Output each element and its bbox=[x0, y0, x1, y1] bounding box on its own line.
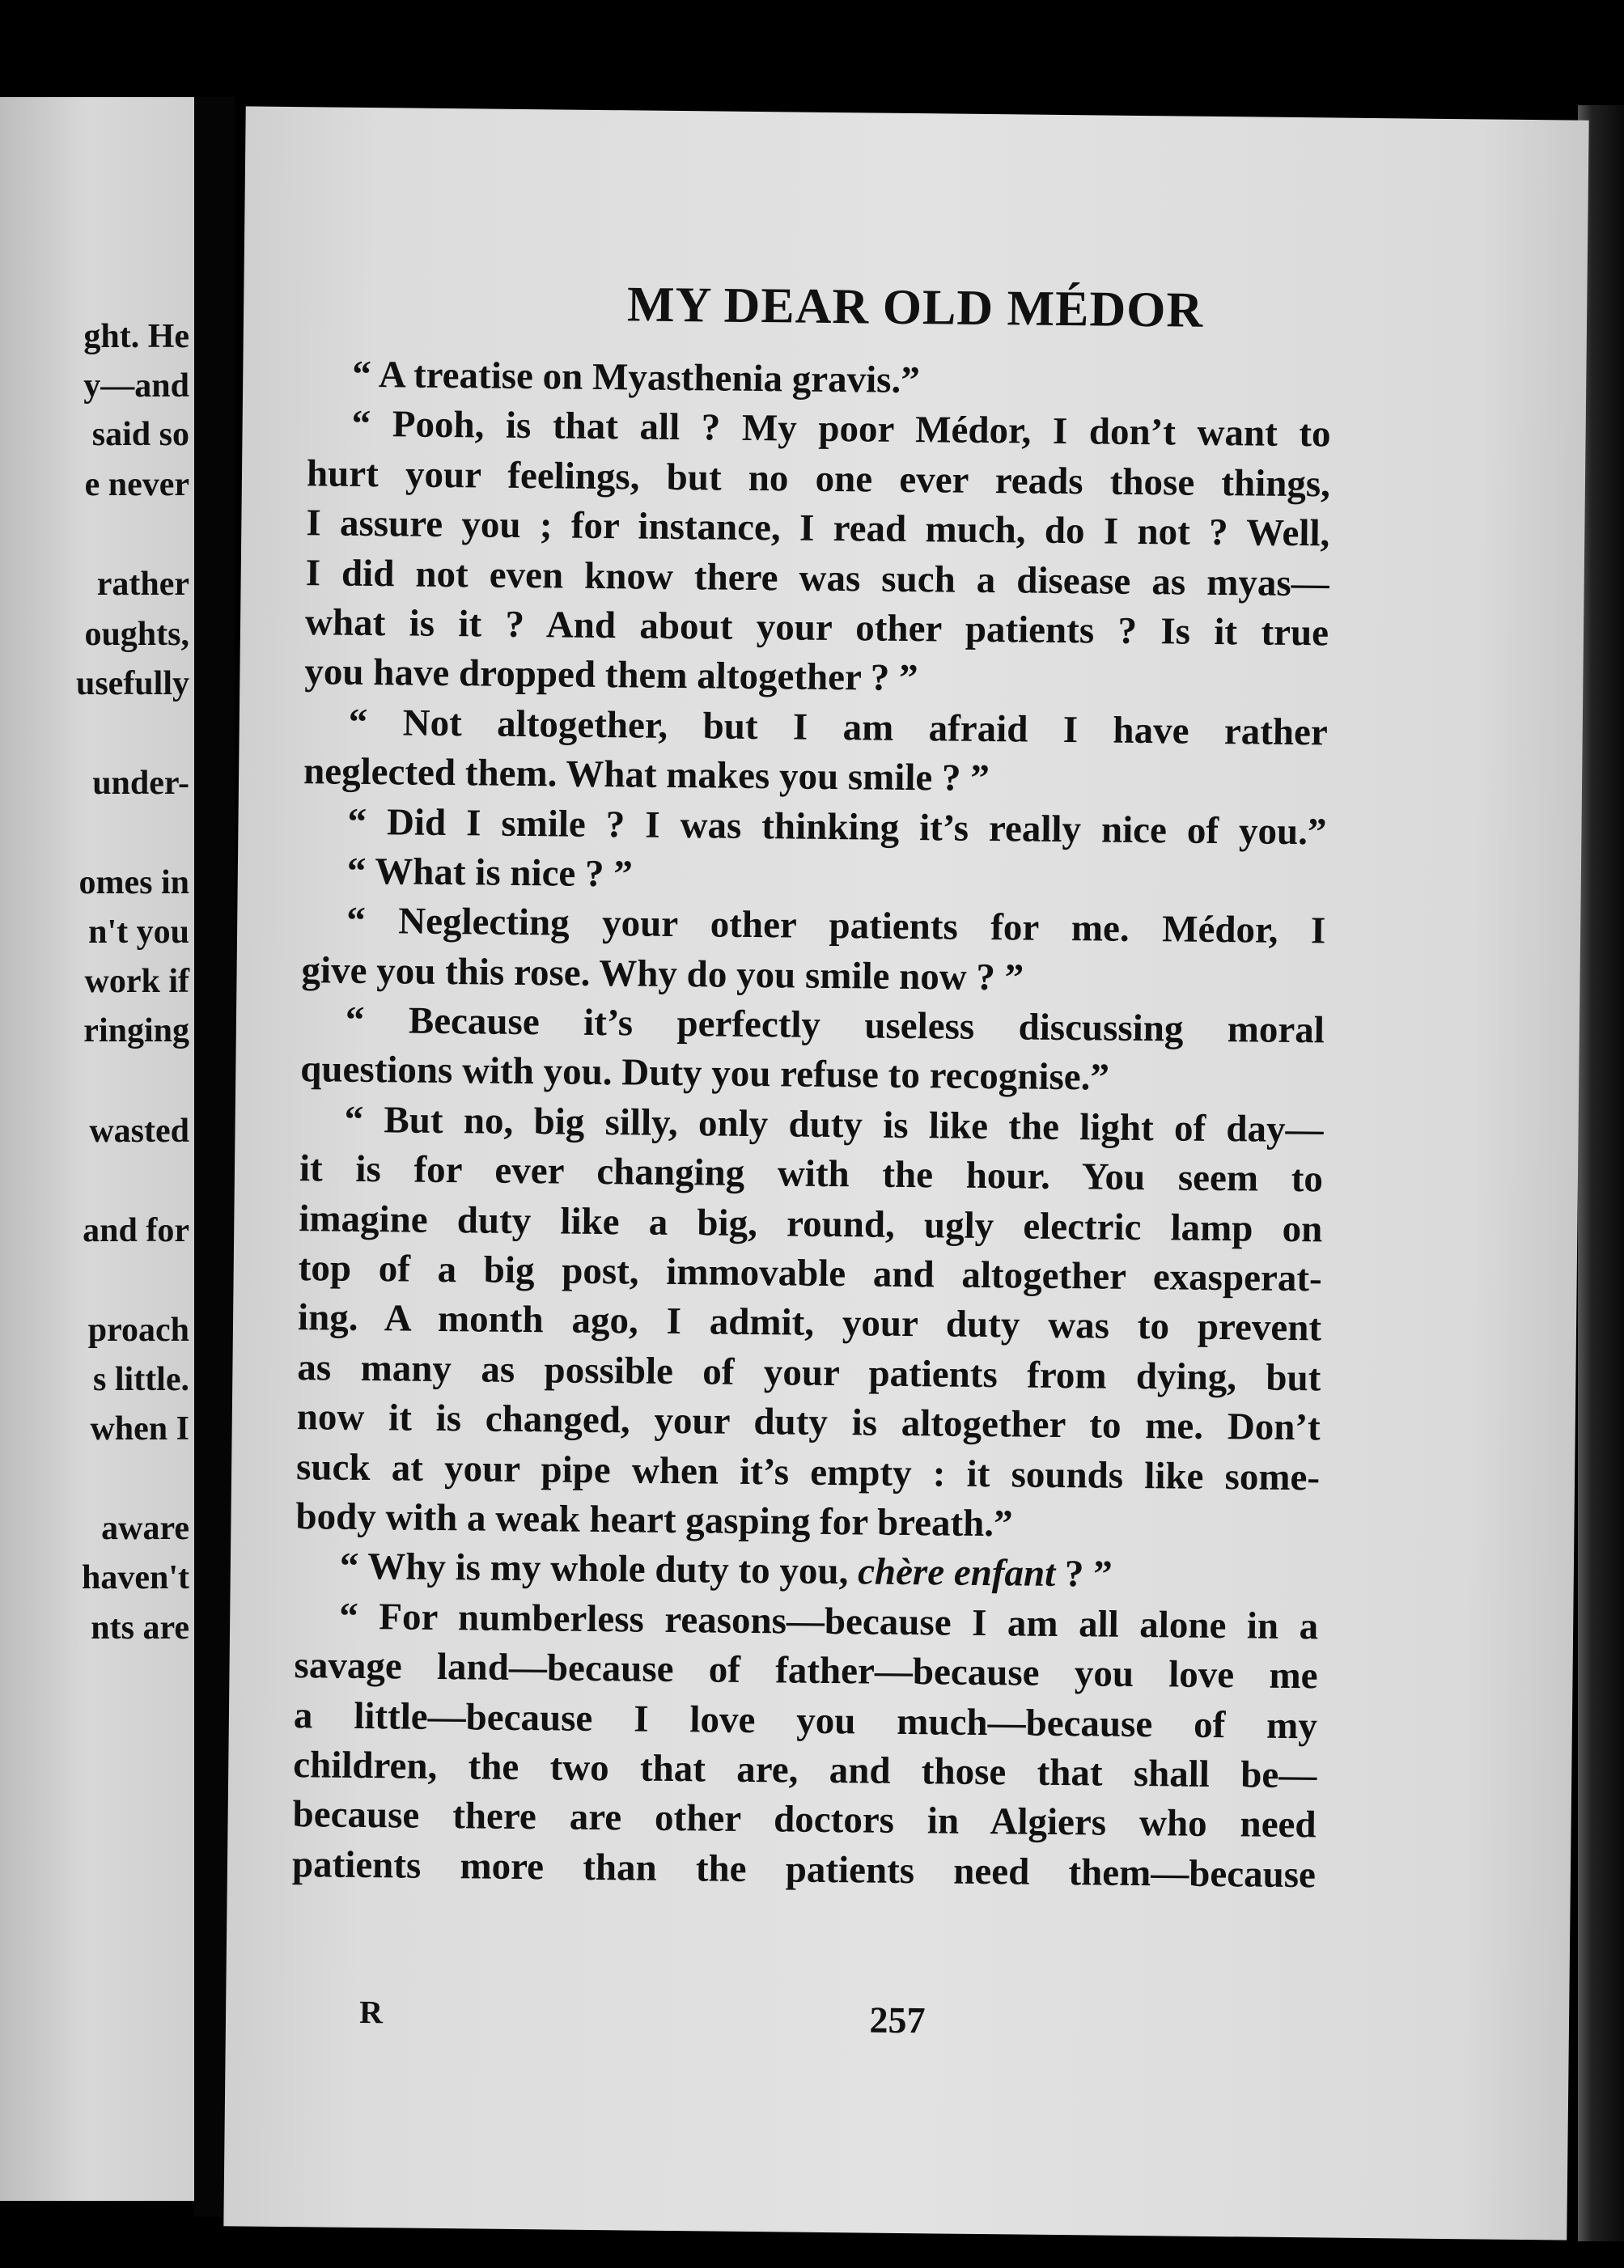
text-line: I assure you ; for instance, I read much, do I not ? Well, bbox=[306, 502, 1330, 555]
text-line: because there are other doctors in Algiers who need bbox=[292, 1793, 1317, 1846]
text-line: “ Did I smile ? I was thinking it’s really nice of you.” bbox=[347, 800, 1327, 853]
page-number: 257 bbox=[869, 1999, 926, 2041]
text-line: “ For numberless reasons—because I am all alone in a bbox=[338, 1595, 1319, 1648]
italic-phrase: chère enfant bbox=[857, 1550, 1056, 1596]
left-page-fragment: ght. He bbox=[83, 318, 189, 355]
text-line: “ But no, big silly, only duty is like the light of day— bbox=[344, 1098, 1324, 1151]
right-page bbox=[223, 106, 1588, 2240]
left-page-fragment: omes in bbox=[78, 864, 189, 901]
left-page-fragment: nts are bbox=[91, 1609, 189, 1647]
text-line: savage land—because of father—because you love me bbox=[294, 1644, 1318, 1698]
text-line: top of a big post, immovable and altogether exasperat- bbox=[298, 1247, 1322, 1300]
text-line: a little—because I love you much—because of my bbox=[293, 1694, 1318, 1747]
text-line: “ Pooh, is that all ? My poor Médor, I don’t want to bbox=[351, 403, 1331, 456]
text-line: I did not even know there was such a disease as myas— bbox=[305, 551, 1329, 604]
text-line: children, the two that are, and those that shall be— bbox=[293, 1744, 1317, 1797]
text-line-segment: “ Why is my whole duty to you, bbox=[339, 1545, 849, 1593]
left-page-fragment: s little. bbox=[93, 1361, 189, 1398]
text-line: what is it ? And about your other patients ? Is it true bbox=[304, 601, 1329, 655]
text-line: as many as possible of your patients from dying, but bbox=[297, 1346, 1321, 1400]
text-line: “ Because it’s perfectly useless discussing moral bbox=[345, 998, 1325, 1052]
left-page-fragment: ringing bbox=[83, 1012, 189, 1049]
body-text bbox=[292, 350, 1332, 1900]
left-page-fragment: when I bbox=[90, 1410, 189, 1448]
left-page-fragment: proach bbox=[87, 1312, 189, 1349]
text-line: “ Not altogether, but I am afraid I have rather bbox=[348, 701, 1329, 754]
text-line: now it is changed, your duty is altogether to me. Don’t bbox=[296, 1396, 1321, 1449]
text-line: “ What is nice ? ” bbox=[346, 850, 634, 896]
signature-mark: R bbox=[358, 1993, 384, 2031]
left-page-fragment: rather bbox=[96, 566, 189, 603]
left-page-fragment: under- bbox=[92, 765, 189, 802]
text-line: “ A treatise on Myasthenia gravis.” bbox=[352, 353, 921, 402]
text-line: ing. A month ago, I admit, your duty was to prevent bbox=[297, 1296, 1322, 1350]
text-line: suck at your pipe when it’s empty : it sounds like some- bbox=[295, 1445, 1321, 1499]
left-page-fragment: said so bbox=[91, 416, 189, 453]
text-line: neglected them. What makes you smile ? ” bbox=[303, 750, 990, 800]
left-page-fragment: oughts, bbox=[84, 616, 189, 653]
text-line: body with a weak heart gasping for breath.” bbox=[295, 1495, 1013, 1545]
left-page-fragment: haven't bbox=[81, 1559, 189, 1596]
text-line: hurt your feelings, but no one ever reads those things, bbox=[306, 451, 1331, 506]
text-line: you have dropped them altogether ? ” bbox=[304, 651, 918, 700]
left-page-fragment: wasted bbox=[89, 1113, 189, 1150]
text-line: “ Neglecting your other patients for me. Médor, I bbox=[346, 900, 1326, 952]
text-line: imagine duty like a big, round, ugly electric lamp on bbox=[299, 1197, 1323, 1251]
left-page-fragment: aware bbox=[101, 1510, 189, 1547]
left-page-fragment: e never bbox=[84, 466, 189, 503]
text-line: it is for ever changing with the hour. You seem to bbox=[299, 1147, 1324, 1201]
left-page-fragment: n't you bbox=[88, 914, 189, 951]
left-page-fragment: work if bbox=[84, 963, 189, 1000]
text-line: questions with you. Duty you refuse to recognise.” bbox=[300, 1048, 1110, 1100]
text-line: give you this rose. Why do you smile now ? ” bbox=[301, 948, 1024, 999]
running-head: MY DEAR OLD MÉDOR bbox=[626, 277, 1204, 338]
left-page-fragment: and for bbox=[83, 1212, 189, 1249]
left-page-fragment: y—and bbox=[83, 367, 189, 405]
text-line: patients more than the patients need them—because bbox=[291, 1842, 1317, 1897]
text-line-segment: ? ” bbox=[1054, 1553, 1113, 1596]
left-page-fragment: usefully bbox=[75, 665, 189, 702]
left-page bbox=[0, 97, 194, 2201]
